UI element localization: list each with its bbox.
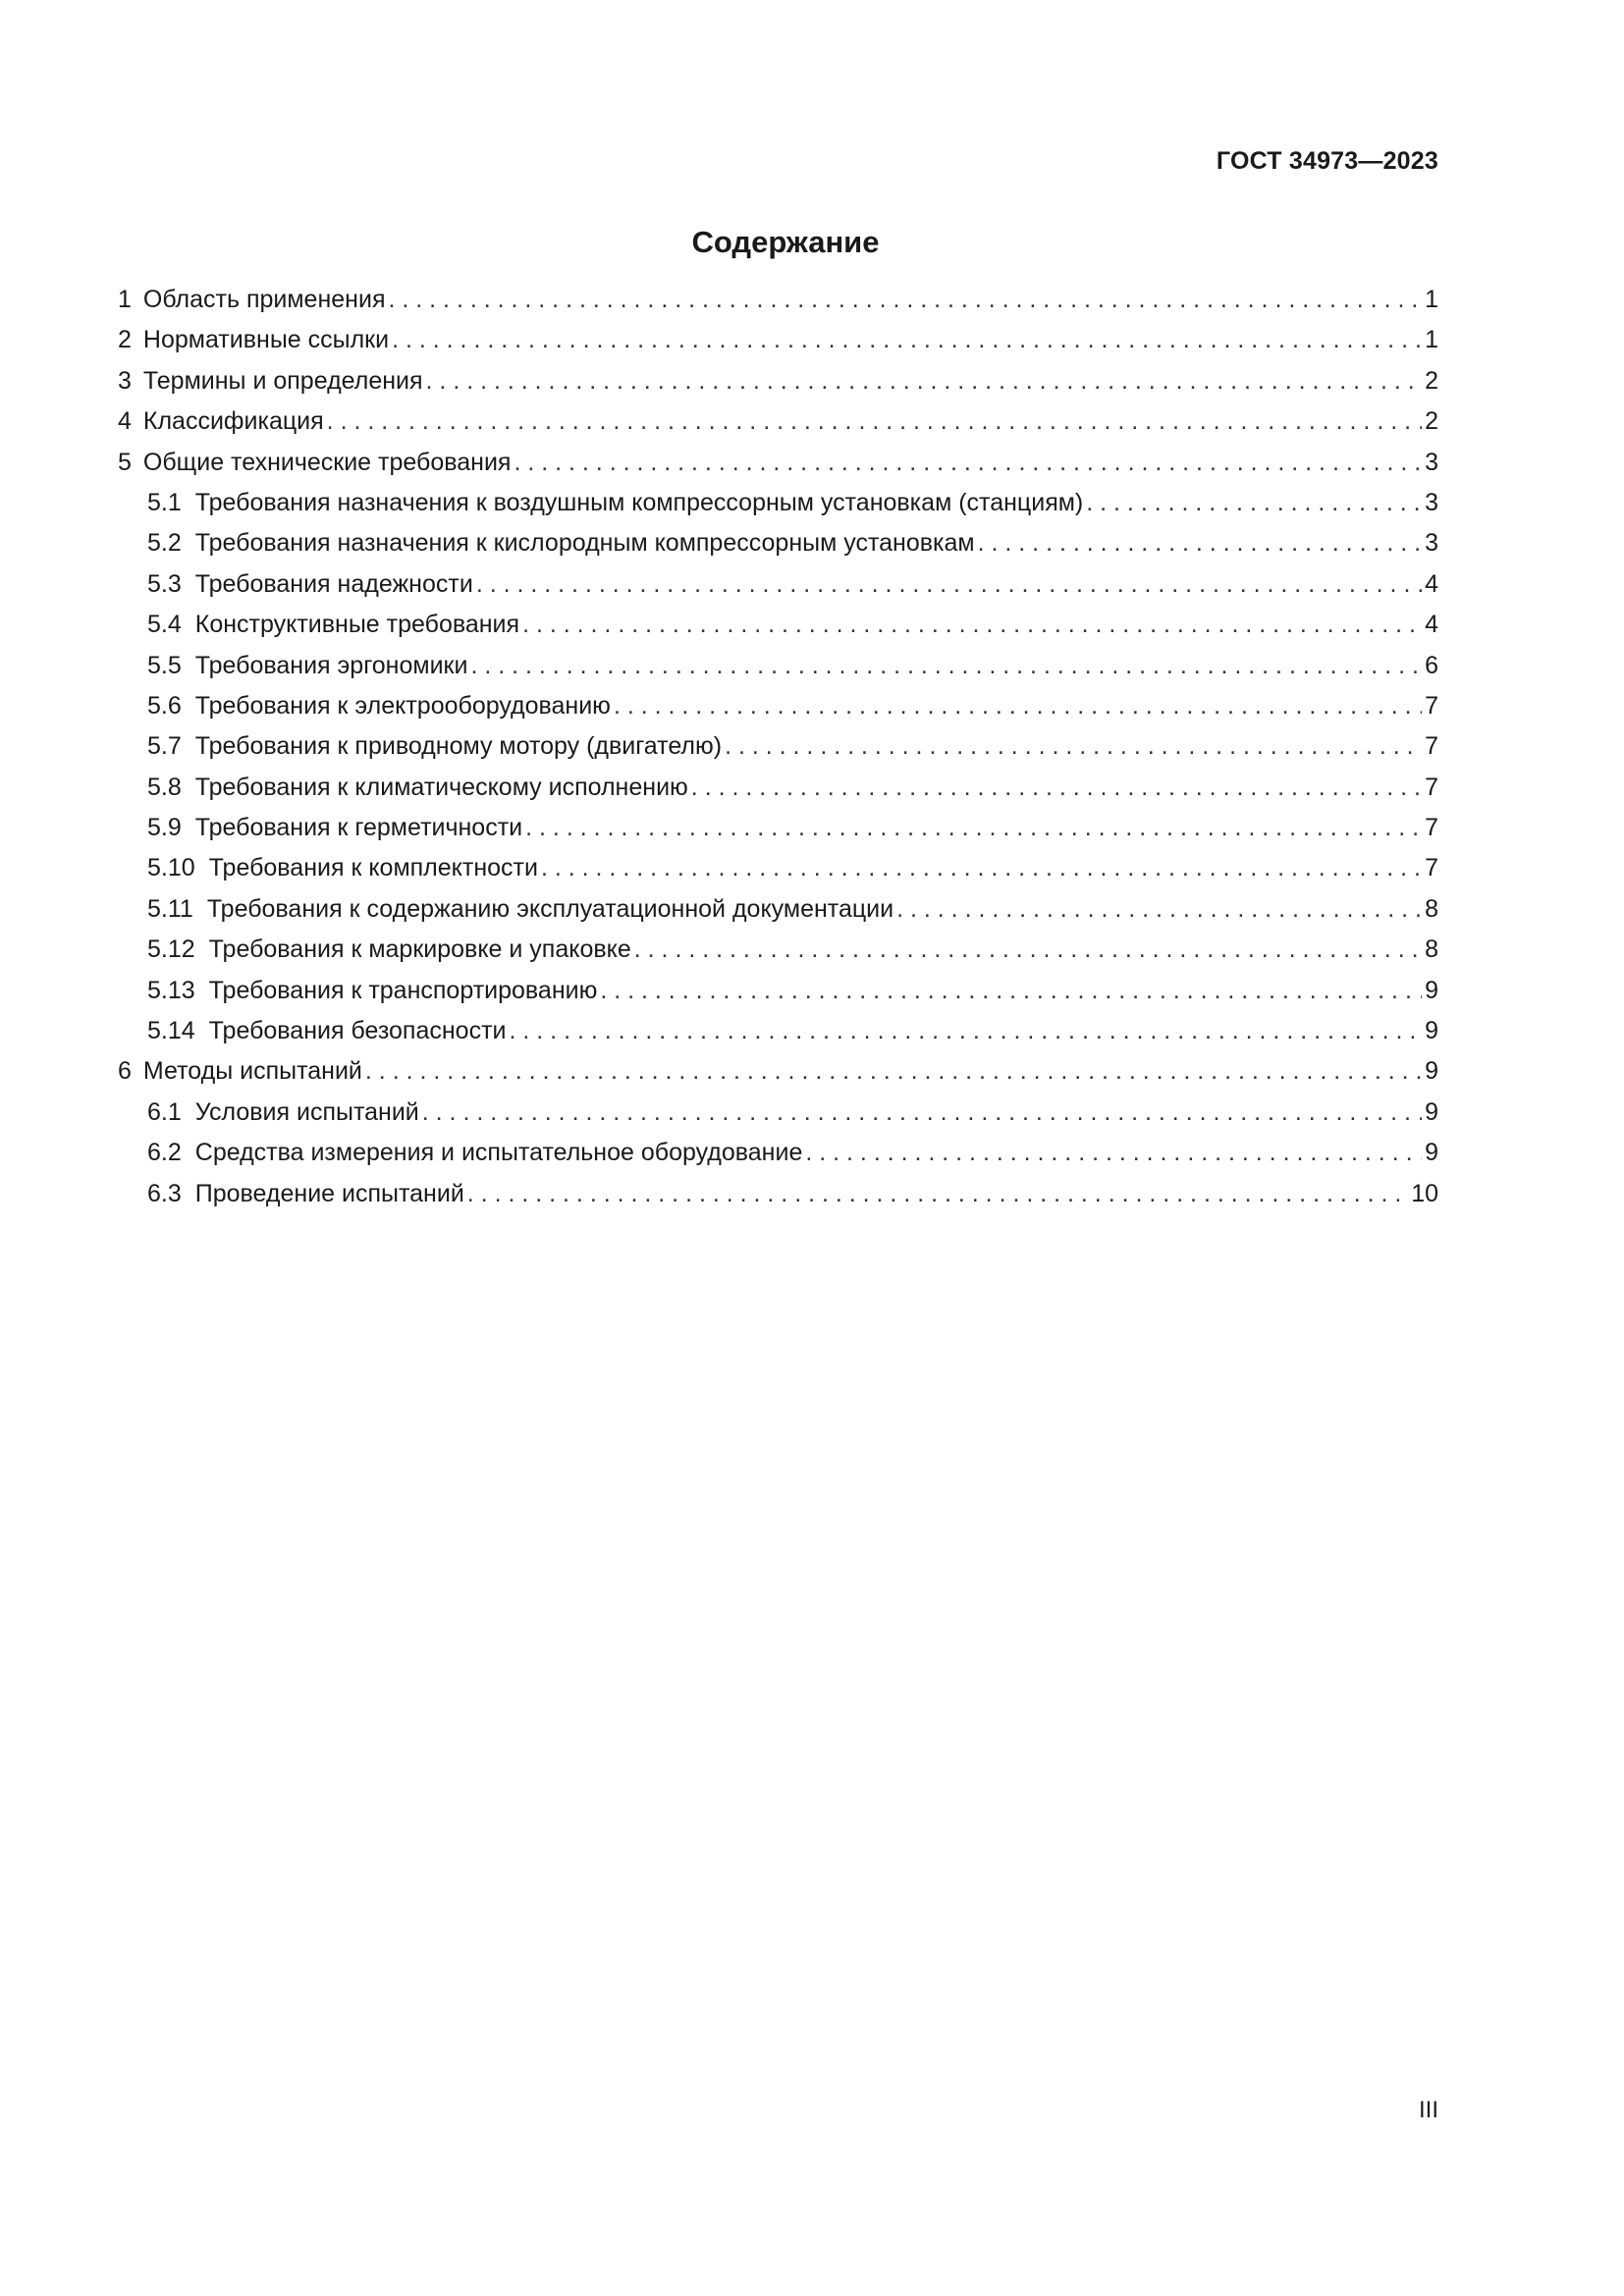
toc-dot-leader	[365, 1057, 1422, 1086]
toc-entry[interactable]	[118, 1017, 1438, 1057]
toc-entry-number: 5.8	[147, 773, 182, 801]
toc-dot-leader	[725, 732, 1422, 761]
toc-entry-number: 5.2	[147, 529, 182, 558]
toc-dot-leader	[522, 611, 1422, 639]
toc-entry-page: 8	[1425, 894, 1438, 923]
toc-entry-title: Требования надежности	[194, 569, 473, 598]
toc-entry[interactable]	[118, 652, 1438, 692]
toc-entry-page: 1	[1425, 326, 1438, 354]
toc-entry-title: Область применения	[142, 286, 386, 313]
toc-entry-title: Требования к климатическому исполнению	[194, 773, 688, 801]
toc-entry-title: Требования назначения к кислородным компрессорным установкам	[194, 529, 975, 558]
toc-dot-leader	[634, 935, 1422, 964]
toc-entry[interactable]	[118, 732, 1438, 773]
toc-entry[interactable]	[118, 326, 1438, 366]
toc-dot-leader	[422, 1098, 1422, 1127]
toc-entry-page: 7	[1425, 691, 1438, 720]
toc-entry-number: 5.10	[147, 854, 195, 882]
toc-entry-page: 3	[1425, 448, 1438, 476]
toc-entry[interactable]	[118, 570, 1438, 611]
toc-dot-leader	[1086, 489, 1422, 517]
toc-entry-page: 3	[1425, 488, 1438, 516]
toc-entry-number: 1	[118, 286, 132, 313]
toc-entry[interactable]	[118, 367, 1438, 407]
toc-entry-page: 2	[1425, 407, 1438, 436]
toc-entry-page: 8	[1425, 935, 1438, 964]
toc-entry-page: 9	[1425, 1057, 1438, 1086]
toc-entry-page: 9	[1425, 1017, 1438, 1045]
toc-dot-leader	[514, 449, 1422, 477]
toc-entry-title: Требования безопасности	[208, 1017, 507, 1045]
toc-entry-title: Классификация	[142, 407, 324, 436]
toc-entry-page: 1	[1425, 286, 1438, 313]
toc-entry-page: 7	[1425, 773, 1438, 801]
toc-entry-number: 5.6	[147, 691, 182, 720]
toc-entry-page: 9	[1425, 976, 1438, 1004]
toc-entry-title: Требования назначения к воздушным компрессорным установкам (станциям)	[194, 488, 1084, 516]
document-code: ГОСТ 34973—2023	[1216, 147, 1438, 175]
toc-entry-title: Нормативные ссылки	[142, 326, 390, 354]
toc-entry-number: 6	[118, 1057, 132, 1086]
toc-entry-page: 7	[1425, 814, 1438, 842]
toc-entry-number: 5.1	[147, 488, 182, 516]
toc-entry-title: Требования к герметичности	[194, 814, 523, 842]
toc-entry[interactable]	[118, 814, 1438, 854]
toc-entry-number: 6.1	[147, 1097, 182, 1126]
toc-entry-number: 5	[118, 448, 132, 476]
table-of-contents	[118, 286, 1438, 1220]
toc-entry-number: 4	[118, 407, 132, 436]
toc-entry[interactable]	[118, 407, 1438, 448]
toc-entry-page: 6	[1425, 651, 1438, 679]
toc-entry[interactable]	[118, 935, 1438, 976]
toc-entry[interactable]	[118, 692, 1438, 732]
toc-dot-leader	[476, 570, 1422, 599]
toc-entry-page: 4	[1425, 611, 1438, 639]
toc-dot-leader	[470, 652, 1422, 680]
toc-entry-title: Общие технические требования	[142, 448, 512, 476]
toc-entry-number: 5.9	[147, 814, 182, 842]
toc-entry-number: 5.12	[147, 935, 195, 964]
toc-dot-leader	[805, 1139, 1422, 1167]
toc-entry-page: 9	[1425, 1139, 1438, 1167]
toc-entry-title: Требования к маркировке и упаковке	[208, 935, 631, 964]
toc-dot-leader	[327, 407, 1422, 436]
toc-dot-leader	[896, 895, 1422, 924]
toc-entry-page: 3	[1425, 529, 1438, 558]
toc-dot-leader	[691, 774, 1422, 802]
toc-entry-page: 9	[1425, 1097, 1438, 1126]
toc-dot-leader	[978, 529, 1422, 558]
toc-entry-number: 5.11	[147, 894, 193, 923]
toc-entry[interactable]	[118, 529, 1438, 569]
toc-dot-leader	[426, 367, 1423, 396]
toc-dot-leader	[467, 1180, 1408, 1208]
toc-entry-title: Условия испытаний	[194, 1097, 419, 1126]
toc-entry-page: 2	[1425, 366, 1438, 395]
toc-entry-title: Термины и определения	[142, 366, 423, 395]
toc-entry-title: Требования к приводному мотору (двигателю)	[194, 732, 723, 761]
toc-entry-number: 5.5	[147, 651, 182, 679]
toc-entry-title: Проведение испытаний	[194, 1179, 464, 1207]
toc-dot-leader	[541, 854, 1422, 882]
toc-entry-title: Требования к транспортированию	[208, 976, 598, 1004]
toc-entry-title: Конструктивные требования	[194, 611, 520, 639]
toc-dot-leader	[392, 326, 1422, 354]
toc-title: Содержание	[691, 225, 880, 259]
toc-entry[interactable]	[118, 895, 1438, 935]
toc-entry-title: Требования к электрооборудованию	[194, 691, 611, 720]
toc-entry-title: Средства измерения и испытательное оборудование	[194, 1139, 803, 1167]
toc-entry-number: 3	[118, 366, 132, 395]
toc-entry[interactable]	[118, 1139, 1438, 1179]
toc-entry-title: Требования эргономики	[194, 651, 468, 679]
toc-dot-leader	[600, 977, 1422, 1005]
toc-entry-number: 5.14	[147, 1017, 195, 1045]
toc-entry-page: 7	[1425, 732, 1438, 761]
toc-entry[interactable]	[118, 854, 1438, 894]
toc-entry-number: 5.4	[147, 611, 182, 639]
toc-entry[interactable]	[118, 977, 1438, 1017]
toc-entry[interactable]	[118, 1057, 1438, 1097]
toc-dot-leader	[510, 1017, 1423, 1045]
toc-entry-number: 5.3	[147, 569, 182, 598]
toc-entry[interactable]	[118, 611, 1438, 651]
toc-entry[interactable]	[118, 489, 1438, 529]
toc-entry-number: 2	[118, 326, 132, 354]
toc-entry-page: 7	[1425, 854, 1438, 882]
toc-entry-title: Методы испытаний	[142, 1057, 362, 1086]
toc-dot-leader	[525, 814, 1422, 842]
toc-entry-page: 10	[1411, 1179, 1438, 1207]
toc-entry-number: 6.3	[147, 1179, 182, 1207]
toc-entry-number: 6.2	[147, 1139, 182, 1167]
toc-entry-title: Требования к комплектности	[208, 854, 538, 882]
toc-entry[interactable]	[118, 286, 1438, 326]
toc-entry[interactable]	[118, 774, 1438, 814]
toc-dot-leader	[614, 692, 1422, 721]
toc-entry[interactable]	[118, 1098, 1438, 1139]
toc-entry-page: 4	[1425, 569, 1438, 598]
toc-dot-leader	[388, 286, 1422, 314]
toc-entry-number: 5.13	[147, 976, 195, 1004]
toc-entry-title: Требования к содержанию эксплуатационной документации	[206, 894, 894, 923]
toc-entry[interactable]	[118, 1180, 1438, 1220]
toc-entry[interactable]	[118, 449, 1438, 489]
page-number: III	[1418, 2097, 1438, 2123]
toc-entry-number: 5.7	[147, 732, 182, 761]
